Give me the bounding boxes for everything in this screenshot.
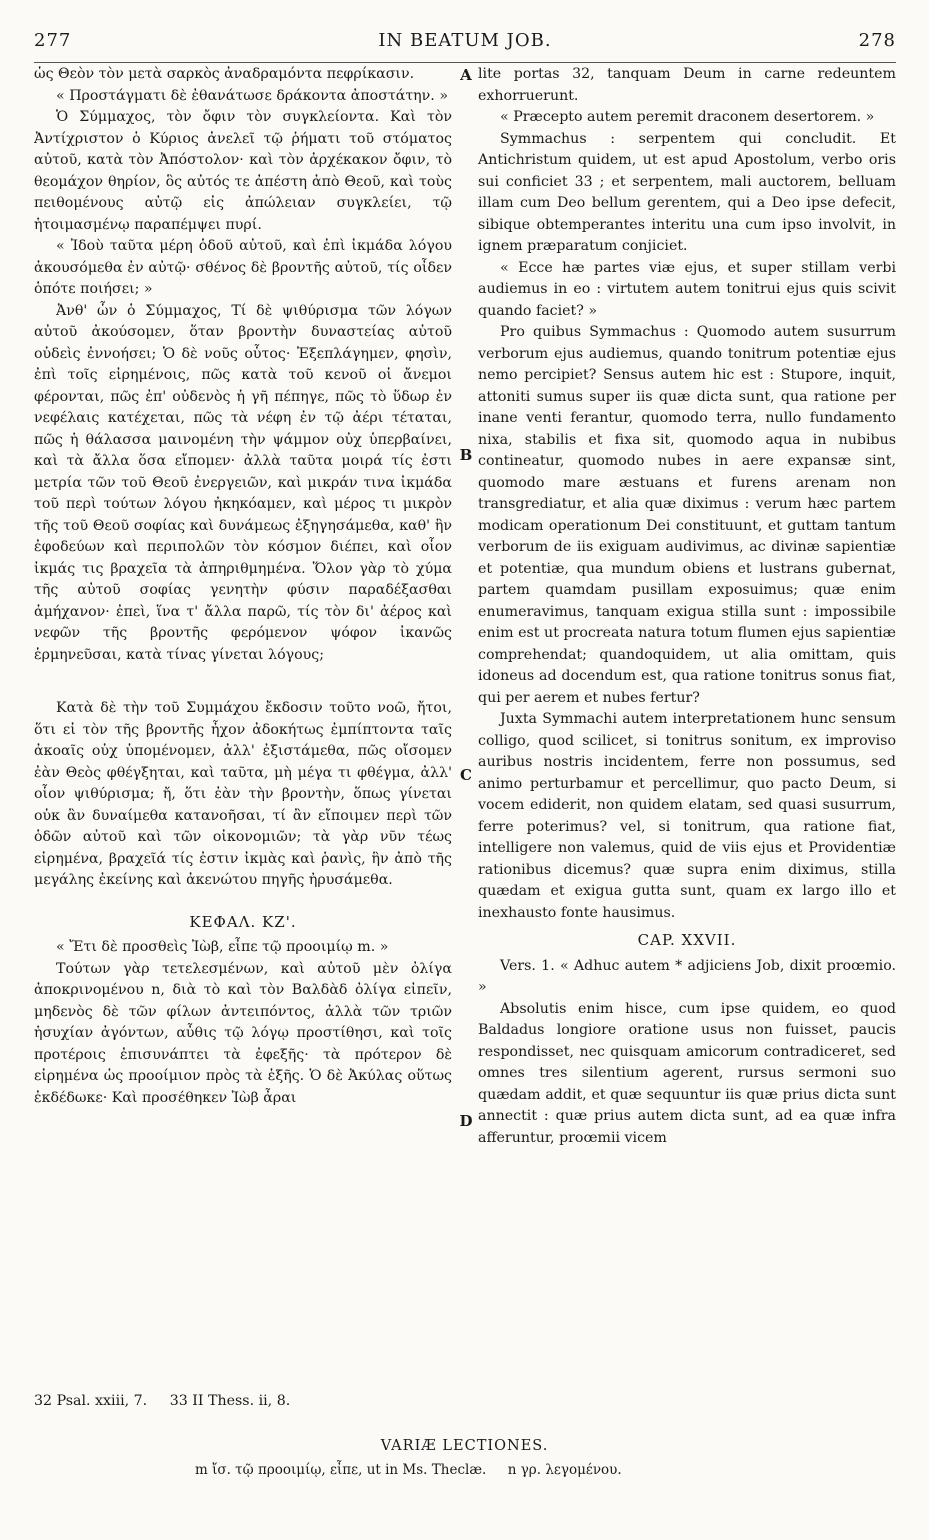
greek-paragraph: Ὁ Σύμμαχος, τὸν ὄφιν τὸν συγκλείοντα. Καὶ τὸν Ἀντίχριστον ὁ Κύριος ἀνελεῖ τῷ ῥήματι τοῦ στόματος αὐτοῦ, κατὰ τὸν Ἀπόστολον· καὶ τὸν ἀρχέκακον ὄφιν, τὸ θεομάχον θηρίον, ὃς αὐτός τε ἀπέστη ἀπὸ Θεοῦ, καὶ τοὺς πειθομένους αὐτῷ εἰς ἀπώλειαν συγκλείει, τῷ ἡτοιμασμένῳ παραπέμψει πυρί.: [34, 109, 452, 233]
latin-chapter-heading: CAP. XXVII.: [637, 931, 737, 949]
margin-marker-b: B: [459, 446, 473, 464]
margin-marker-a: A: [460, 66, 472, 84]
latin-paragraph: « Ecce hæ partes viæ ejus, et super stillam verbi audiemus in eo : virtutem autem tonitrui ejus quis scivit quando faciet? »: [478, 259, 896, 319]
greek-paragraph: Κατὰ δὲ τὴν τοῦ Συμμάχου ἔκδοσιν τοῦτο νοῶ, ἤτοι, ὅτι εἰ τὸν τῆς βροντῆς ἦχον ἀδοκήτως ἐμπίπτοντα ταῖς ἀκοαῖς οὐχ ὑπομένομεν, ἀλλ' ἐξιστάμεθα, πῶς οἴσομεν ἐὰν Θεὸς φθέγξηται, καὶ ταῦτα, μὴ μέγα τι φθέγμα, ἀλλ' οἷον ψιθύρισμα; ἤ, ὅτι ἐὰν τὴν βροντὴν, ὅπως γίνεται οὐκ ἂν δυναίμεθα κατανοῆσαι, τί ἂν εἴποιμεν περὶ τῶν ὁδῶν αὐτοῦ καὶ τῶν οἰκονομιῶν; τὰ γὰρ νῦν τέως εἰρημένα, βραχεῖά τίς ἐστιν ἰκμὰς καὶ ῥανὶς, ἣν ἀπὸ τῆς μεγάλης ἐκείνης καὶ ἀκενώτου πηγῆς ἠρυσάμεθα.: [34, 700, 452, 888]
greek-paragraph: Τούτων γὰρ τετελεσμένων, καὶ αὐτοῦ μὲν ὀλίγα ἀποκρινομένου n, διὰ τὸ καὶ τὸν Βαλδὰδ ὀλίγα εἰπεῖν, μηδενὸς δὲ τῶν φίλων ἀντειπόντος, ἀλλὰ τῶν τριῶν ἡσυχίαν ἀγόντων, αὖθις τῷ λόγῳ προστίθησι, καὶ τοῖς προτέροις ἐπισυνάπτει τὰ ἐφεξῆς· τὰ πρότερον δὲ εἰρημένα ὡς προοίμιον πρὸς τὰ ἑξῆς. Ὁ δὲ Ἀκύλας οὕτως ἐκδέδωκε· Καὶ προσέθηκεν Ἰὼβ ἆραι: [34, 960, 452, 1106]
greek-paragraph: ὡς Θεὸν τὸν μετὰ σαρκὸς ἀναδραμόντα πεφρίκασιν.: [34, 66, 415, 82]
latin-paragraph: Juxta Symmachi autem interpretationem hunc sensum colligo, quod scilicet, si tonitrus sonitum, ex improviso auribus nostris incidentem, ferre non possumus, sed animo perturbamur et percellimur, quo pacto Deum, si vocem ediderit, non quidem elatam, sed quasi susurrum, ferre poterimus? vel, si tonitrum, qua ratione fiat, intelligere non valemus, quid de viis ejus et Providentiæ rationibus dicemus? quæ supra enim diximus, stilla quædam et exigua gutta sunt, quam ex largo illo et inexhausto fonte hausimus.: [478, 711, 896, 921]
latin-paragraph: « Præcepto autem peremit draconem desertorem. »: [500, 109, 875, 125]
column-gap: [34, 892, 452, 906]
latin-paragraph: lite portas 32, tanquam Deum in carne redeuntem exhorruerunt.: [478, 66, 896, 104]
page-number-left: 277: [34, 30, 72, 51]
column-gap: [34, 666, 452, 698]
greek-paragraph: Ἀνθ' ὧν ὁ Σύμμαχος, Τί δὲ ψιθύρισμα τῶν λόγων αὐτοῦ ἀκούσομεν, ὅταν βροντὴν δυναστείας αὐτοῦ οὐδεὶς ἐννοήσει; Ὁ δὲ νοῦς οὗτος· Ἐξεπλάγημεν, φησὶν, ἐπὶ τοῖς εἰρημένοις, πῶς κατὰ τοῦ κενοῦ οἱ ἄνεμοι φέρονται, πῶς ἐπ' οὐδενὸς ἡ γῆ πέπηγε, πῶς τὸ ὕδωρ ἐν νεφέλαις κατέχεται, πῶς τὰ νέφη ἐν τῷ ἀέρι τέταται, πῶς ἡ θάλασσα μαινομένη τὴν ψάμμον οὐχ ὑπερβαίνει, καὶ τὰ ἄλλα ὅσα εἴπομεν· ἀλλὰ ταῦτα μοιρά τίς ἐστι μετρία τῶν τοῦ Θεοῦ ἐνεργειῶν, καὶ μικράν τινα ἰκμάδα τοῦ περὶ τούτων λόγου ἠκηκόαμεν, καὶ μέρος τι μικρὸν τῆς τοῦ Θεοῦ σοφίας καὶ δυνάμεως ἐξηγησάμεθα, καθ' ἣν ἐφοδεύων καὶ περιπολῶν τὸν κόσμον διέπει, καὶ οἷον ἰκμάς τις βραχεῖα τὰ ἀπηριθμημένα. Ὅλον γὰρ τὸ χύμα τῆς αὐτοῦ σοφίας γενητὴν φύσιν παραδέξασθαι ἀμήχανον· ἐπεὶ, ἵνα τ' ἄλλα παρῶ, τίς τὸν δι' ἀέρος καὶ νεφῶν τῆς βροντῆς φερόμενον ψόφον ἱκανῶς ἑρμηνεῦσαι, κατὰ τίνας γίνεται λόγους;: [34, 302, 452, 663]
page-number-right: 278: [858, 30, 896, 51]
variae-lectiones-heading: VARIÆ LECTIONES.: [380, 1438, 549, 1454]
running-title: IN BEATUM JOB.: [378, 30, 552, 51]
greek-paragraph: « Ἔτι δὲ προσθεὶς Ἰὼβ, εἶπε τῷ προοιμίῳ m. »: [56, 939, 389, 955]
latin-paragraph: Vers. 1. « Adhuc autem * adjiciens Job, dixit proœmio. »: [478, 957, 896, 995]
greek-chapter-heading: ΚΕΦΑΛ. ΚΖ'.: [189, 912, 297, 931]
header-rule: [34, 62, 896, 63]
footnotes: 32 Psal. xxiii, 7. 33 II Thess. ii, 8.: [34, 1393, 291, 1409]
greek-paragraph: « Ἰδοὺ ταῦτα μέρη ὁδοῦ αὐτοῦ, καὶ ἐπὶ ἰκμάδα λόγου ἀκουσόμεθα ἐν αὐτῷ· σθένος δὲ βροντῆς αὐτοῦ, τίς οἶδεν ὁπότε ποιήσει; »: [34, 238, 452, 297]
latin-column: [478, 64, 896, 1149]
latin-paragraph: Absolutis enim hisce, cum ipse quidem, eo quod Baldadus longiore oratione usus non fuisset, paucis respondisset, nec quisquam amicorum contradiceret, sed omnes tres silentium agerent, rursus sermoni suo quædam addit, et quæ sequuntur iis quæ prius dicta sunt annectit : quæ prius autem dicta sunt, ad ea quæ infra afferuntur, proœmii vicem: [478, 1000, 896, 1146]
latin-paragraph: Pro quibus Symmachus : Quomodo autem susurrum verborum ejus audiemus, quando tonitrum potentiæ ejus nemo percipiet? Sensus autem hic est : Stupore, inquit, attoniti sumus super iis quæ dicta sunt, qua ratione per inane venti ferantur, quomodo terra, nullo fundamento nixa, stabilis et fixa sit, quomodo aqua in nubibus contineatur, quomodo nubes in aere expansæ sint, quomodo mare æstuans et furens arenam non transgrediatur, et alia quæ diximus : verum hæc partem modicam operationum Dei constituunt, et guttam tantum verborum de iis exiguam audivimus, ac divinæ sapientiæ et potentiæ, qua mundum obiens et lustrans gubernat, partem quamdam pusillam exposuimus; quæ enim enumeravimus, tanquam exigua stilla sunt : impossibile enim est ut procreata natura totum flumen ejus sapientiæ comprehendat; quandoquidem, ut alia omittam, quis idoneus ad docendum est, qua ratione tonitrus sonus fiat, qui per aerem et nubes fertur?: [478, 324, 896, 706]
latin-paragraph: Symmachus : serpentem qui concludit. Et Antichristum quidem, ut est apud Apostolum, verbo oris sui conficiet 33 ; et serpentem, mali auctorem, belluam illam cum Deo bellum gerentem, qui a Deo ipse defecit, sibique obtemperantes interitu una cum ipso involvit, in ignem præparatum conjiciet.: [478, 130, 896, 254]
margin-marker-d: D: [459, 1112, 473, 1130]
page-header: [34, 30, 896, 56]
margin-marker-c: C: [460, 766, 472, 784]
greek-paragraph: « Προστάγματι δὲ ἐθανάτωσε δράκοντα ἀποστάτην. »: [56, 87, 448, 104]
greek-column: [34, 64, 452, 1109]
variae-lectiones-line: m ἴσ. τῷ προοιμίῳ, εἶπε, ut in Ms. Theclæ. n γρ. λεγομένου.: [195, 1462, 622, 1478]
